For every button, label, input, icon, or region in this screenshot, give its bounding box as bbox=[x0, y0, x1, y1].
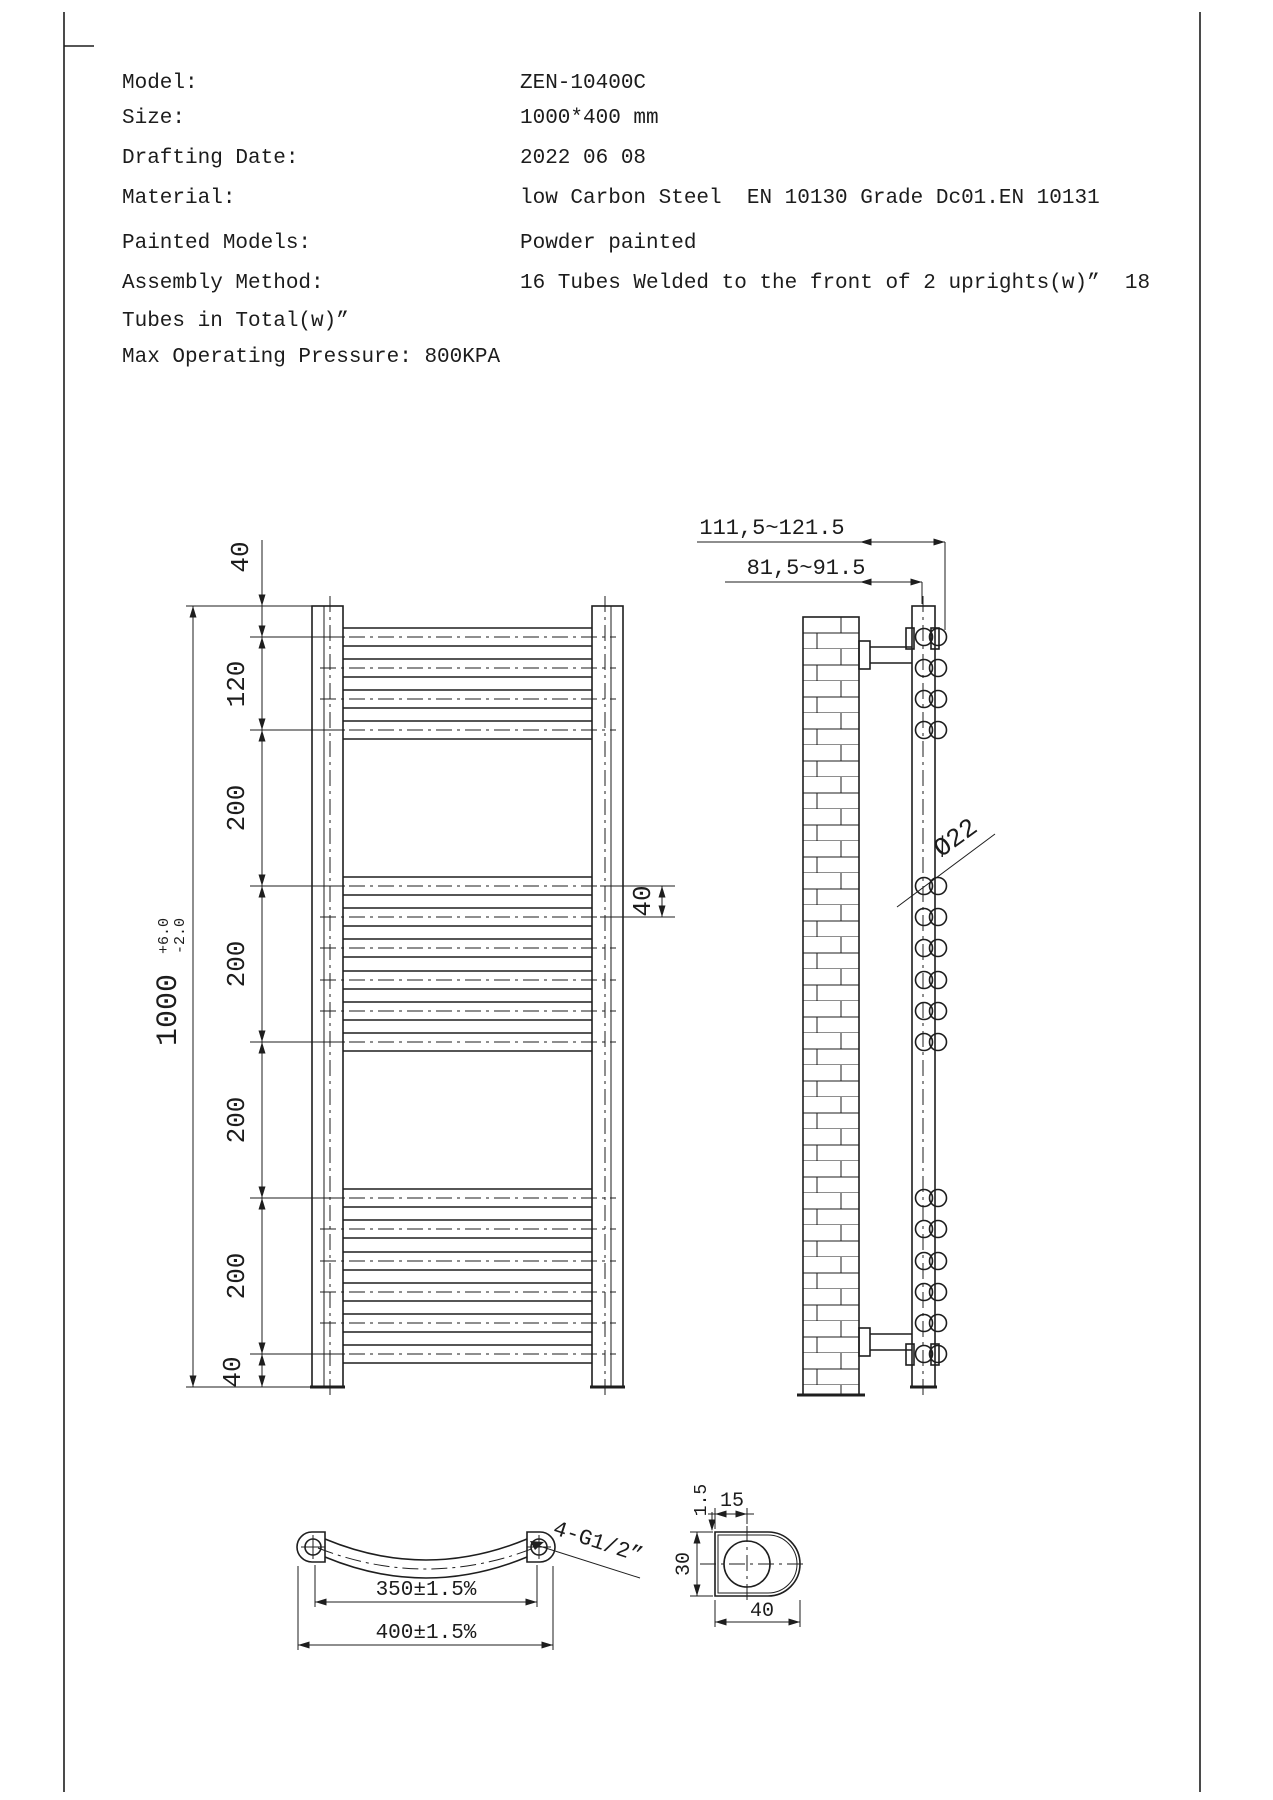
wall-bracket-top bbox=[859, 628, 939, 669]
front-tubes bbox=[320, 628, 616, 1363]
side-tubes bbox=[916, 629, 947, 1363]
upright-profile bbox=[700, 1526, 806, 1602]
side-view bbox=[697, 516, 995, 1397]
dim-text-120: 120 bbox=[222, 660, 252, 708]
dim-text-wall: 1.5 bbox=[692, 1483, 712, 1517]
dim-wall-to-center bbox=[725, 556, 922, 604]
max-pressure-line: Max Operating Pressure: 800KPA bbox=[122, 346, 501, 369]
wall bbox=[797, 617, 865, 1395]
upright-right bbox=[590, 596, 625, 1397]
dim-text-inner: 81,5~91.5 bbox=[746, 556, 866, 581]
dim-text-200-b: 200 bbox=[222, 940, 252, 988]
dim-profile-15 bbox=[708, 1490, 754, 1529]
spec-label: Size: bbox=[122, 107, 186, 130]
spec-value: 1000*400 mm bbox=[520, 107, 659, 130]
cap-left bbox=[297, 1532, 325, 1562]
assembly-wrap-line: Tubes in Total(w)” bbox=[122, 310, 349, 333]
dim-text-200-a: 200 bbox=[222, 784, 252, 832]
spec-label: Drafting Date: bbox=[122, 147, 299, 170]
dim-text-pitch-40: 40 bbox=[628, 885, 658, 917]
curved-tube bbox=[318, 1539, 534, 1578]
spec-label: Material: bbox=[122, 187, 236, 210]
dim-text-200-d: 200 bbox=[222, 1252, 252, 1300]
spec-value: 16 Tubes Welded to the front of 2 uprights(w)” 18 bbox=[520, 272, 1151, 295]
spec-value: ZEN-10400C bbox=[520, 72, 647, 95]
dim-profile-40 bbox=[715, 1600, 800, 1627]
dim-text-350: 350±1.5% bbox=[375, 1579, 477, 1602]
dim-text-overall: 1000+6.0-2.0 bbox=[152, 917, 189, 1047]
dim-text-200-c: 200 bbox=[222, 1096, 252, 1144]
section-view bbox=[673, 1484, 806, 1627]
dim-text-30: 30 bbox=[673, 1551, 696, 1577]
dim-text-diameter: Ø22 bbox=[928, 812, 984, 865]
dim-text-40: 40 bbox=[749, 1600, 775, 1623]
spec-label: Painted Models: bbox=[122, 232, 312, 255]
dim-tube-centers bbox=[315, 1565, 537, 1607]
spec-value: 2022 06 08 bbox=[520, 147, 647, 170]
spec-value: low Carbon Steel EN 10130 Grade Dc01.EN 10131 bbox=[520, 187, 1100, 210]
upright-left bbox=[310, 596, 345, 1397]
dim-segment-chain bbox=[218, 540, 345, 1388]
spec-value: Powder painted bbox=[520, 232, 697, 255]
spec-label: Model: bbox=[122, 72, 198, 95]
dim-profile-wall bbox=[692, 1484, 716, 1531]
dim-text-bot-40: 40 bbox=[218, 1356, 248, 1388]
upright-side bbox=[910, 596, 937, 1397]
dim-text-top-40: 40 bbox=[226, 541, 256, 573]
thread-text: 4-G1/2” bbox=[549, 1516, 646, 1569]
bottom-view bbox=[297, 1517, 646, 1650]
spec-label: Assembly Method: bbox=[122, 272, 324, 295]
dim-text-15: 15 bbox=[719, 1490, 745, 1513]
dim-text-outer: 111,5~121.5 bbox=[699, 516, 845, 541]
dim-text-400: 400±1.5% bbox=[375, 1622, 477, 1645]
front-view bbox=[152, 540, 675, 1397]
